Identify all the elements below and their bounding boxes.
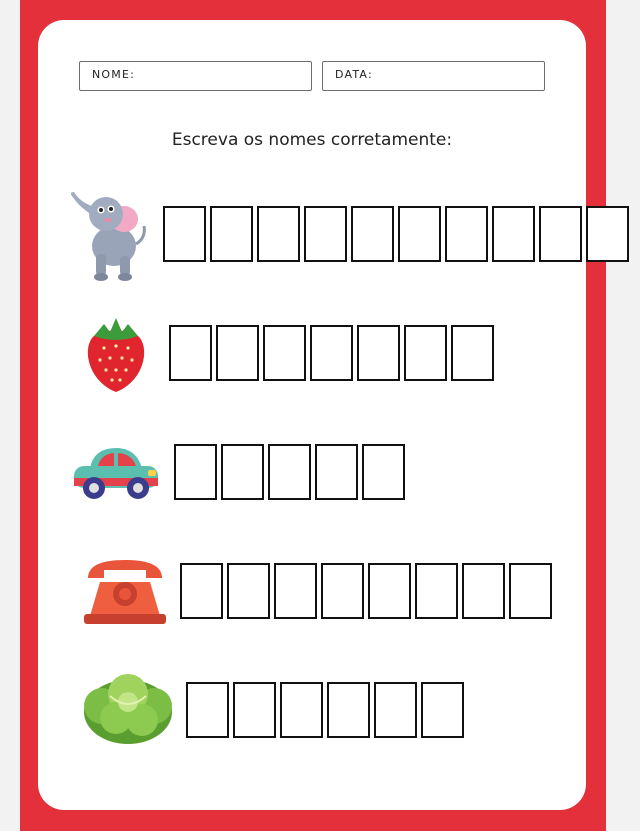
letter-box[interactable]: [492, 206, 535, 262]
letter-box[interactable]: [451, 325, 494, 381]
letter-row-elephant: [163, 206, 629, 262]
name-label: NOME:: [92, 68, 136, 81]
date-label: DATA:: [335, 68, 373, 81]
letter-row-telephone: [180, 563, 552, 619]
letter-box[interactable]: [415, 563, 458, 619]
letter-box[interactable]: [304, 206, 347, 262]
letter-box[interactable]: [421, 682, 464, 738]
letter-box[interactable]: [321, 563, 364, 619]
strawberry-icon: [80, 312, 152, 394]
letter-box[interactable]: [227, 563, 270, 619]
letter-box[interactable]: [327, 682, 370, 738]
letter-box[interactable]: [169, 325, 212, 381]
letter-box[interactable]: [263, 325, 306, 381]
letter-box[interactable]: [445, 206, 488, 262]
letter-box[interactable]: [368, 563, 411, 619]
letter-row-strawberry: [169, 325, 494, 381]
letter-box[interactable]: [509, 563, 552, 619]
letter-box[interactable]: [216, 325, 259, 381]
letter-box[interactable]: [315, 444, 358, 500]
letter-box[interactable]: [233, 682, 276, 738]
letter-box[interactable]: [351, 206, 394, 262]
lettuce-icon: [80, 666, 176, 748]
letter-box[interactable]: [310, 325, 353, 381]
letter-box[interactable]: [221, 444, 264, 500]
letter-box[interactable]: [186, 682, 229, 738]
letter-box[interactable]: [462, 563, 505, 619]
letter-box[interactable]: [180, 563, 223, 619]
elephant-icon: [66, 186, 148, 282]
letter-box[interactable]: [586, 206, 629, 262]
letter-box[interactable]: [268, 444, 311, 500]
letter-box[interactable]: [374, 682, 417, 738]
letter-box[interactable]: [274, 563, 317, 619]
instruction-title: Escreva os nomes corretamente:: [171, 130, 453, 150]
letter-box[interactable]: [163, 206, 206, 262]
letter-box[interactable]: [539, 206, 582, 262]
date-field[interactable]: [322, 61, 545, 91]
telephone-icon: [82, 556, 168, 628]
letter-box[interactable]: [280, 682, 323, 738]
letter-box[interactable]: [257, 206, 300, 262]
letter-box[interactable]: [362, 444, 405, 500]
car-icon: [70, 440, 160, 504]
name-field[interactable]: [79, 61, 312, 91]
letter-box[interactable]: [398, 206, 441, 262]
letter-box[interactable]: [357, 325, 400, 381]
letter-box[interactable]: [210, 206, 253, 262]
letter-box[interactable]: [404, 325, 447, 381]
letter-row-lettuce: [186, 682, 464, 738]
letter-box[interactable]: [174, 444, 217, 500]
letter-row-car: [174, 444, 405, 500]
